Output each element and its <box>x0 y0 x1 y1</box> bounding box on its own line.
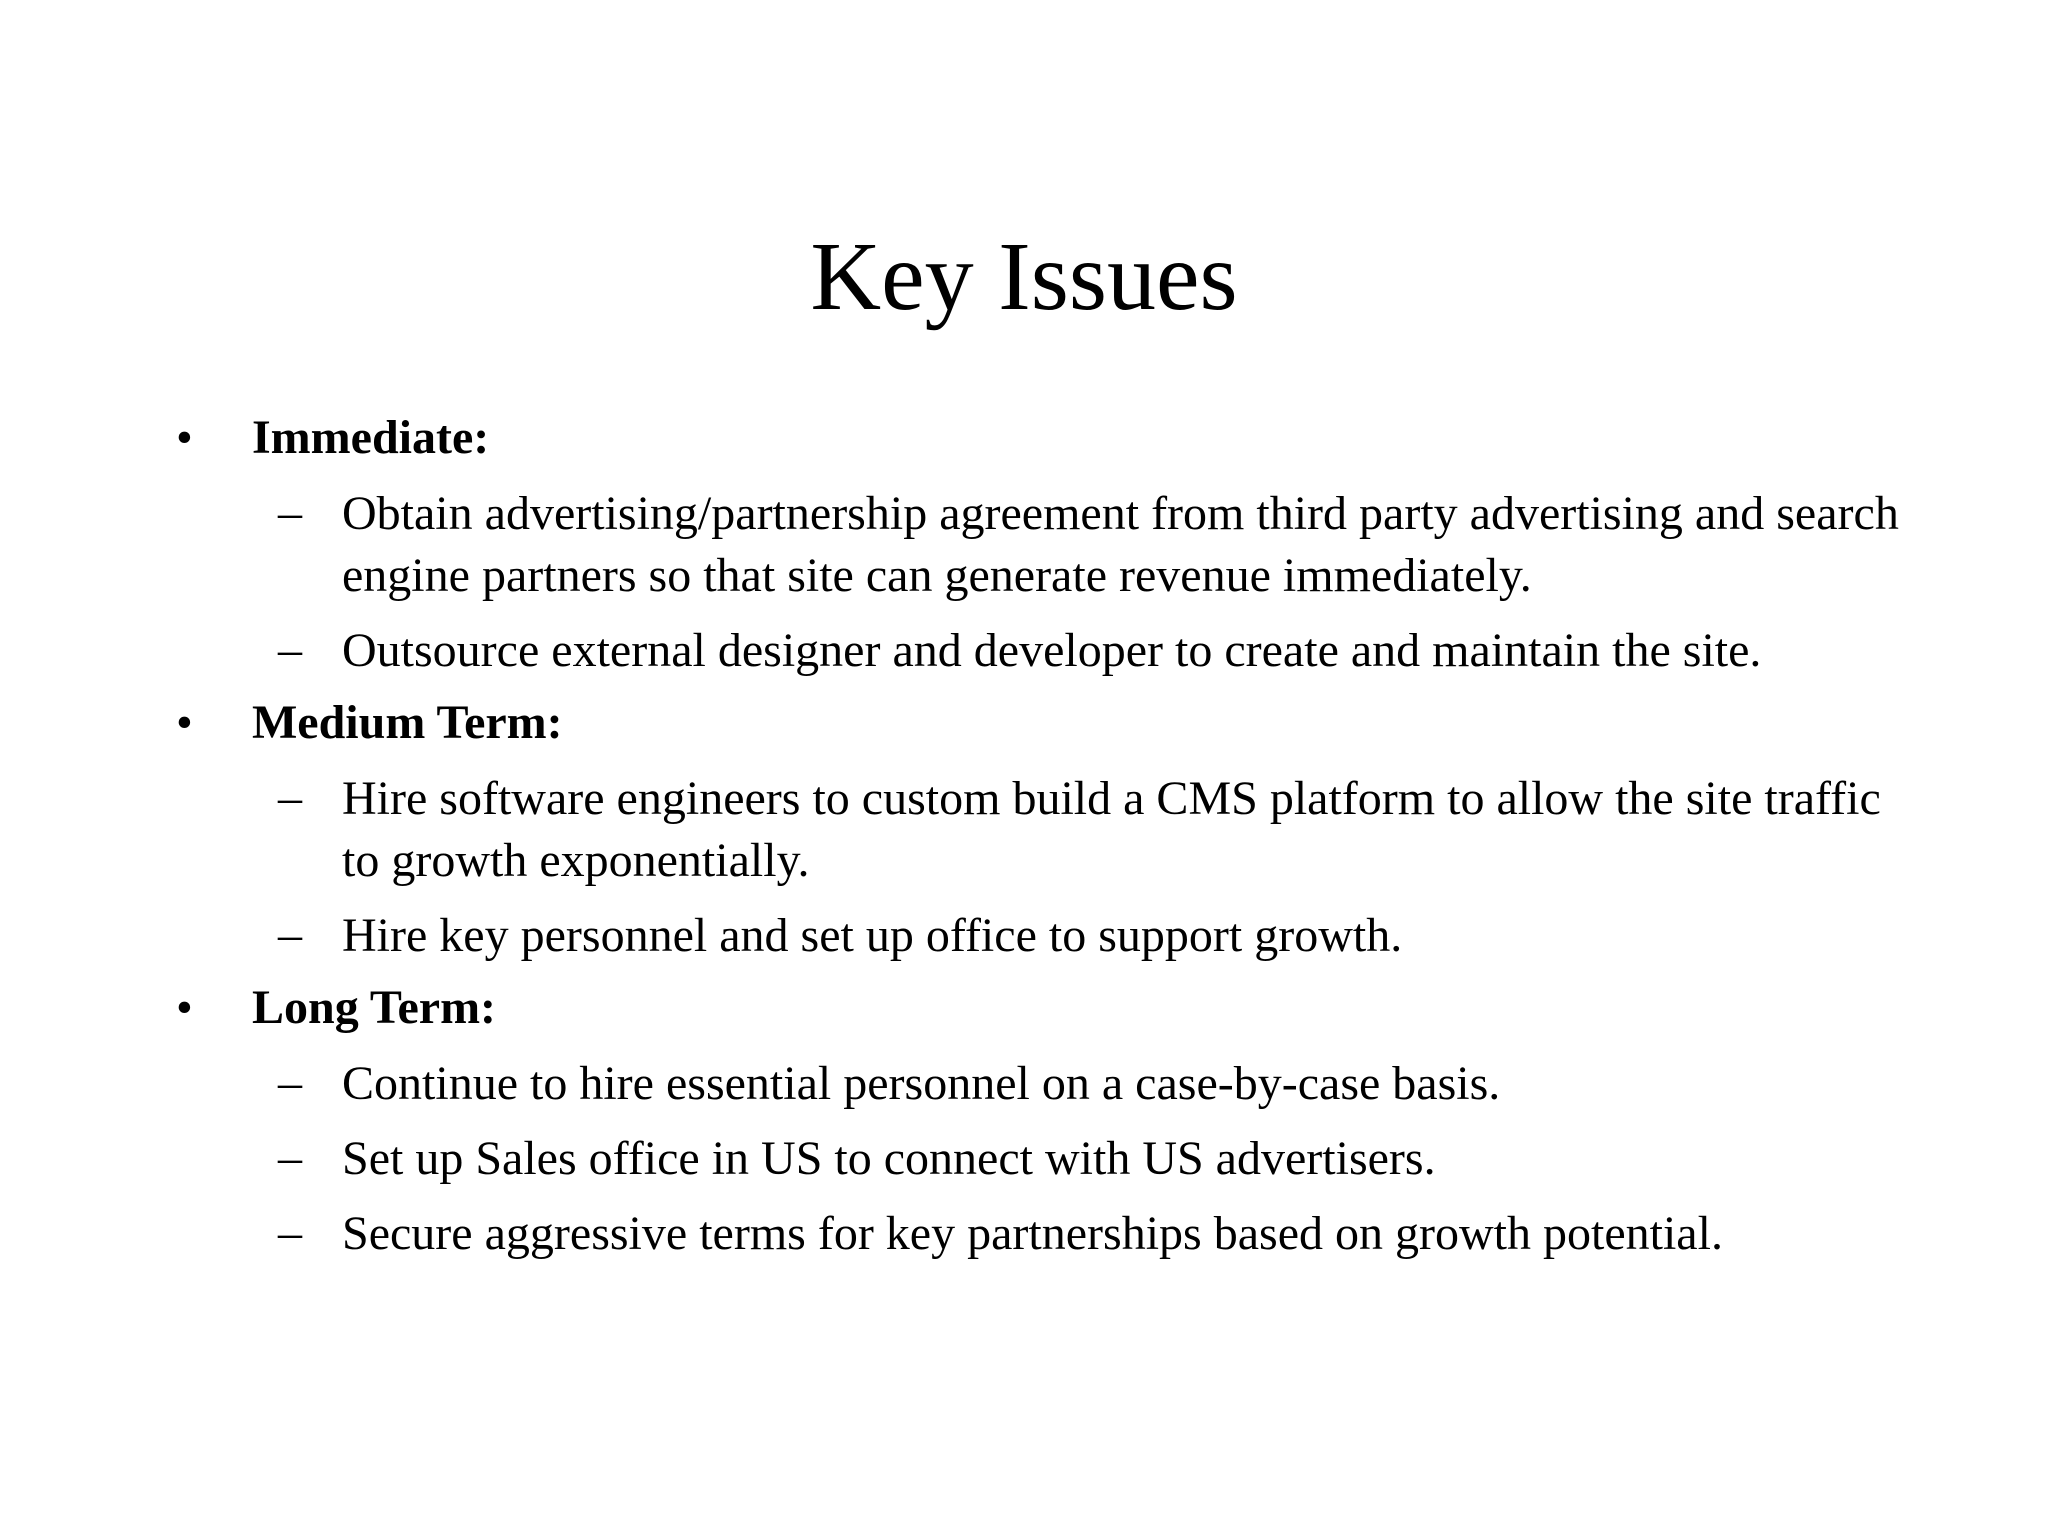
list-item-text: Outsource external designer and developer to create and maintain the site. <box>342 624 1762 677</box>
dash-icon: – <box>278 908 302 961</box>
list-item-text: Continue to hire essential personnel on a case-by-case basis. <box>342 1057 1501 1110</box>
section-label: Long Term: <box>252 981 497 1034</box>
list-item-text: Set up Sales office in US to connect with US advertisers. <box>342 1132 1436 1185</box>
dash-icon: – <box>278 1131 302 1184</box>
dash-icon: – <box>278 1056 302 1109</box>
bullet-icon: • <box>176 696 193 749</box>
section-label: Medium Term: <box>252 696 563 749</box>
bullet-icon: • <box>176 981 193 1034</box>
slide-title: Key Issues <box>810 223 1238 331</box>
list-item-text: Secure aggressive terms for key partnerships based on growth potential. <box>342 1207 1723 1260</box>
dash-icon: – <box>278 623 302 676</box>
list-item-text: Obtain advertising/partnership agreement from third party advertising and search engine partners so that site can generate revenue immediately. <box>342 487 1899 602</box>
list-item-text: Hire key personnel and set up office to support growth. <box>342 909 1403 962</box>
dash-icon: – <box>278 771 302 824</box>
dash-icon: – <box>278 1206 302 1259</box>
bullet-icon: • <box>176 411 193 464</box>
section-label: Immediate: <box>252 411 490 464</box>
list-item-text: Hire software engineers to custom build a CMS platform to allow the site traffic to growth exponentially. <box>342 772 1881 887</box>
dash-icon: – <box>278 486 302 539</box>
